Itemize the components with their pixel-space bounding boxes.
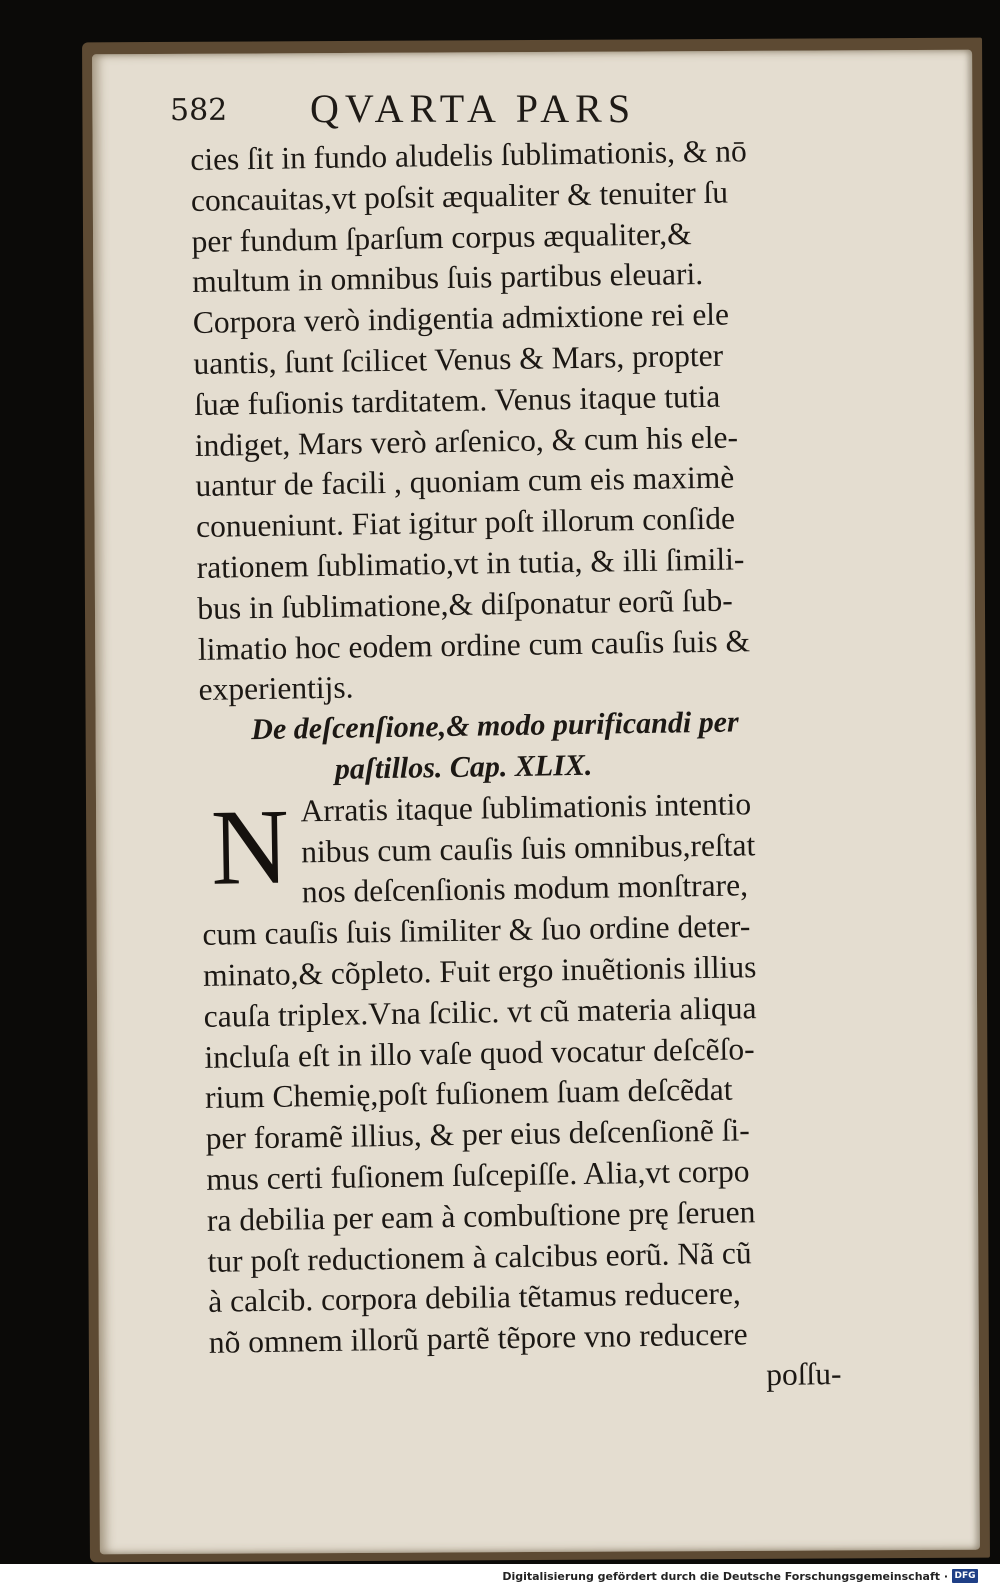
- paragraph-1-line: uantis, ſunt ſcilicet Venus & Mars, propter: [193, 337, 724, 381]
- paragraph-2: [200, 783, 849, 1364]
- paragraph-2-line: per foramẽ illius, & per eius deſcenſionẽ ſi-: [205, 1112, 750, 1156]
- paragraph-2-line: ra debilia per eam à combuſtione prę ſeruen: [206, 1193, 756, 1238]
- paragraph-1-line: per fundum ſparſum corpus æqualiter,&: [191, 215, 692, 259]
- paragraph-2-line: minato,& cõpleto. Fuit ergo inuẽtionis illius: [202, 949, 757, 993]
- indented-lines: [200, 783, 842, 915]
- paragraph-1: [190, 130, 839, 711]
- page-number: 582: [170, 93, 228, 128]
- body-lines: [202, 905, 849, 1364]
- paragraph-2-line: mus certi fuſionem ſuſcepiſſe. Alia,vt corpo: [206, 1153, 750, 1197]
- text-block: [190, 130, 850, 1405]
- funding-credit: Digitalisierung gefördert durch die Deutsche Forschungsgemeinschaft ·: [502, 1570, 948, 1583]
- paragraph-1-line: indiget, Mars verò arſenico, & cum his ele-: [194, 419, 739, 463]
- paragraph-2-line: cauſa triplex.Vna ſcilic. vt cũ materia aliqua: [203, 989, 757, 1034]
- paragraph-2-line: nõ omnem illorũ partẽ tẽpore vno reducere: [208, 1316, 748, 1360]
- indented-line: nos deſcenſionis modum monſtrare,: [301, 867, 749, 910]
- paragraph-1-line: ſuæ fuſionis tarditatem. Venus itaque tutia: [193, 378, 721, 422]
- indented-line: nibus cum cauſis ſuis omnibus,reſtat: [300, 826, 756, 869]
- paragraph-1-line: concauitas,vt poſsit æqualiter & tenuiter ſu: [190, 174, 729, 218]
- running-head: [170, 85, 730, 135]
- paragraph-1-line: multum in omnibus ſuis partibus eleuari.: [191, 256, 704, 300]
- paragraph-1-line: limatio hoc eodem ordine cum cauſis ſuis &: [197, 622, 751, 667]
- paragraph-1-line: cies ſit in fundo aludelis ſublimationis, & nō: [190, 133, 747, 177]
- chapter-heading-line-1: De deſcenſione,& modo purificandi per: [251, 705, 739, 747]
- catchword: poſſu-: [765, 1355, 842, 1393]
- running-title: QVARTA PARS: [310, 86, 637, 131]
- paragraph-1-line: experientijs.: [198, 669, 354, 708]
- chapter-heading-line-2: paſtillos. Cap. XLIX.: [334, 748, 593, 786]
- paragraph-2-line: cum cauſis ſuis ſimiliter & ſuo ordine deter-: [202, 908, 751, 953]
- indented-line: Arratis itaque ſublimationis intentio: [300, 786, 752, 829]
- paragraph-2-line: incluſa eſt in illo vaſe quod vocatur deſcẽſo-: [204, 1030, 755, 1075]
- footer-bar: [0, 1564, 1000, 1590]
- dfg-logo: DFG: [952, 1569, 978, 1583]
- paragraph-2-line: tur poſt reductionem à calcibus eorũ. Nã cũ: [207, 1234, 752, 1279]
- drop-cap-initial: N: [210, 787, 291, 908]
- paragraph-1-line: conueniunt. Fiat igitur poſt illorum conſide: [195, 500, 736, 545]
- paragraph-2-line: à calcib. corpora debilia tẽtamus reducere,: [207, 1275, 742, 1320]
- paragraph-1-line: uantur de facili , quoniam cum eis maximè: [195, 459, 735, 504]
- paragraph-1-line: Corpora verò indigentia admixtione rei ele: [192, 296, 730, 341]
- paragraph-1-line: rationem ſublimatio,vt in tutia, & illi ſimili-: [196, 541, 745, 585]
- paragraph-1-line: bus in ſublimatione,& diſponatur eorũ ſub-: [197, 582, 734, 626]
- paragraph-2-line: rium Chemię,poſt fuſionem ſuam deſcẽdat: [204, 1071, 733, 1116]
